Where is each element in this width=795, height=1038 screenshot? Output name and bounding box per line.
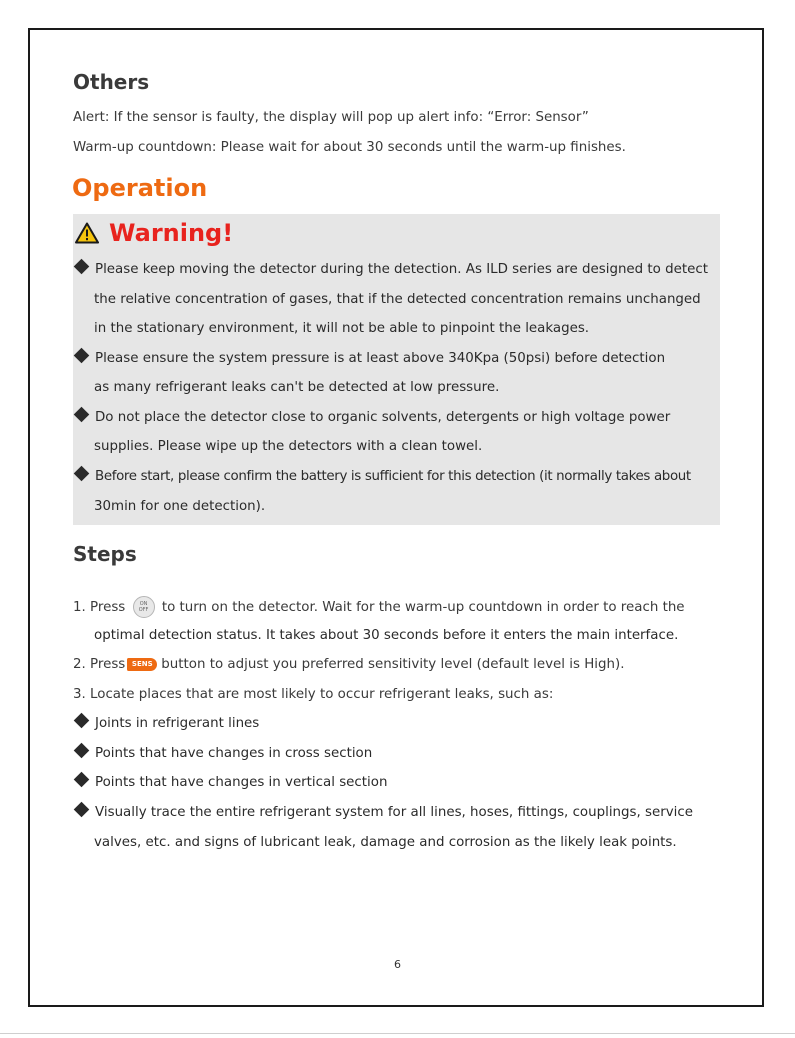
sens-button-icon: SENS	[127, 658, 157, 671]
step-bullet: Points that have changes in vertical section	[74, 774, 387, 792]
diamond-bullet-icon	[74, 259, 90, 275]
warning-item: Before start, please confirm the battery is sufficient for this detection (it normally takes about	[74, 468, 691, 486]
diamond-bullet-icon	[74, 466, 90, 482]
others-heading: Others	[73, 70, 150, 94]
warmup-line: Warm-up countdown: Please wait for about 30 seconds until the warm-up finishes.	[73, 140, 626, 155]
step-bullet: Visually trace the entire refrigerant system for all lines, hoses, fittings, couplings, service	[74, 804, 693, 822]
operation-heading: Operation	[72, 174, 208, 202]
diamond-bullet-icon	[74, 802, 90, 818]
warning-item: Do not place the detector close to organic solvents, detergents or high voltage power	[74, 409, 670, 427]
warning-triangle-icon	[75, 222, 99, 244]
warning-item-line: supplies. Please wipe up the detectors with a clean towel.	[94, 439, 483, 454]
warning-item-line: 30min for one detection).	[94, 499, 266, 514]
diamond-bullet-icon	[74, 743, 90, 759]
step-bullet-cont: valves, etc. and signs of lubricant leak, damage and corrosion as the likely leak points.	[94, 835, 677, 850]
alert-line: Alert: If the sensor is faulty, the display will pop up alert info: “Error: Sensor”	[73, 110, 589, 125]
steps-heading: Steps	[73, 542, 137, 566]
diamond-bullet-icon	[74, 407, 90, 423]
step-2: 2. Press SENS button to adjust you preferred sensitivity level (default level is High).	[73, 657, 625, 672]
bottom-rule	[0, 1033, 795, 1034]
warning-item: Please ensure the system pressure is at least above 340Kpa (50psi) before detection	[74, 350, 665, 368]
step-bullet: Joints in refrigerant lines	[74, 715, 259, 733]
on-off-button-icon: ON OFF	[133, 596, 155, 618]
warning-item-line: in the stationary environment, it will not be able to pinpoint the leakages.	[94, 321, 590, 336]
step-1-cont: optimal detection status. It takes about 30 seconds before it enters the main interface.	[94, 628, 679, 643]
page-number: 6	[394, 958, 401, 971]
step-bullet: Points that have changes in cross section	[74, 745, 372, 763]
warning-item-line: as many refrigerant leaks can't be detected at low pressure.	[94, 380, 500, 395]
diamond-bullet-icon	[74, 348, 90, 364]
step-3: 3. Locate places that are most likely to occur refrigerant leaks, such as:	[73, 687, 554, 702]
warning-item: Please keep moving the detector during the detection. As ILD series are designed to detect	[74, 261, 708, 279]
diamond-bullet-icon	[74, 713, 90, 729]
step-1: 1. Press ON OFF to turn on the detector. Wait for the warm-up countdown in order to reach the	[73, 596, 685, 618]
warning-item-line: the relative concentration of gases, that if the detected concentration remains unchanged	[94, 292, 701, 307]
diamond-bullet-icon	[74, 772, 90, 788]
warning-title-row	[75, 219, 233, 247]
warning-title: Warning!	[109, 219, 234, 247]
